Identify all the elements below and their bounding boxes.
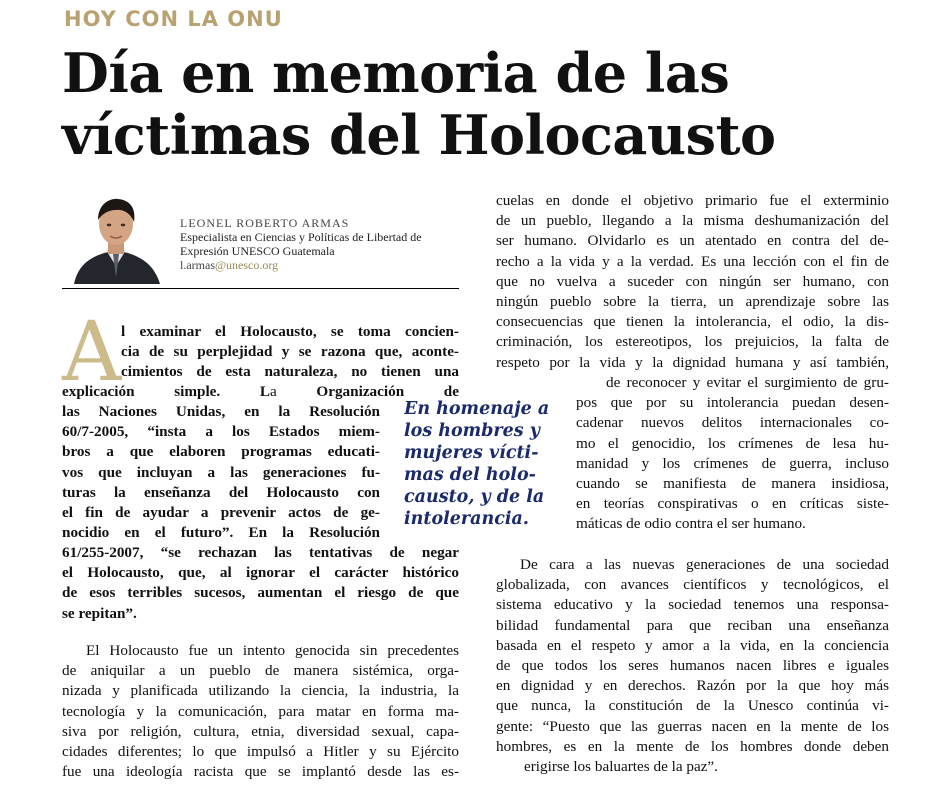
lead-paragraph-narrow <box>62 402 380 543</box>
lead-line: 60/7-2005, “insta a los Estados miem- <box>62 423 380 441</box>
body-line: respeto por la vida y la dignidad humana y así también, <box>496 353 889 371</box>
pull-quote-line: intolerancia. <box>404 509 529 529</box>
author-email[interactable] <box>180 258 465 272</box>
body-line: fue una ideología racista que se implantó desde las es- <box>62 763 459 781</box>
pull-quote-line: mujeres vícti- <box>404 443 539 463</box>
headline-line-1: Día en memoria de las <box>62 41 730 105</box>
body-line: tecnología y la comunicación, para matar en forma ma- <box>62 702 459 720</box>
pull-quote-line: los hombres y <box>404 421 540 441</box>
lead-line: bros a que elaboren programas educati- <box>62 443 380 461</box>
body-line: ser humano. Olvidarlo es un atentado en contra del de- <box>496 232 889 250</box>
body-line: de un pueblo, llegando a la misma deshumanización del <box>496 212 889 230</box>
body-line: sistema educativo y la sociedad tenemos una responsa- <box>496 596 889 614</box>
lead-line-part: Organización de <box>316 383 459 400</box>
right-column-top <box>496 191 889 373</box>
body-line: hombres, es en la mente de los hombres donde deben <box>496 737 889 755</box>
author-email-domain: @unesco.org <box>215 258 279 272</box>
author-name: LEONEL ROBERTO ARMAS <box>180 216 350 230</box>
lead-line: l examinar el Holocausto, se toma concien- <box>121 323 459 340</box>
body-line: criminación, los estereotipos, los prejuicios, la falta de <box>496 333 889 351</box>
author-photo <box>68 192 164 284</box>
lead-line: se repitan”. <box>62 604 137 622</box>
body-line: De cara a las nuevas generaciones de una sociedad <box>520 556 889 573</box>
lead-line: vos que incluyan a las generaciones fu- <box>62 463 380 481</box>
author-byline <box>62 188 459 289</box>
lead-line-part: explicación simple. L <box>62 383 270 400</box>
author-title-line-1: Especialista en Ciencias y Políticas de Libertad de <box>180 230 422 244</box>
pull-quote-line: mas del holo- <box>404 465 536 485</box>
body-line: máticas de odio contra el ser humano. <box>576 515 806 533</box>
body-line: en teorías conspirativas o en críticas siste- <box>576 495 889 513</box>
body-line: basada en el respeto y amor a la vida, en la conciencia <box>496 636 889 654</box>
lead-paragraph-full <box>62 382 459 402</box>
body-line: cuando se manifiesta de manera insidiosa, <box>576 475 889 493</box>
pull-quote <box>404 398 554 530</box>
right-column-narrow <box>576 373 889 535</box>
author-portrait-icon <box>68 192 164 284</box>
body-line: siva por religión, cultura, etnia, diversidad sexual, capa- <box>62 722 459 740</box>
lead-line: 61/255-2007, “se rechazan las tentativas de negar <box>62 544 459 561</box>
body-line: cidades diferentes; lo que impulsó a Hitler y su Ejército <box>62 743 459 761</box>
body-line: ningún pueblo sobre la tierra, un aprendizaje sobre las <box>496 293 889 311</box>
body-line: en dignidad y en derechos. Razón por la que hoy más <box>496 677 889 695</box>
body-line: de reconocer y evitar el surgimiento de gru- <box>606 374 889 391</box>
lead-line: el Holocausto, que, al ignorar el carácter histórico <box>62 564 459 582</box>
author-title-line-2: Expresión UNESCO Guatemala <box>180 244 335 258</box>
headline <box>62 42 942 166</box>
lead-paragraph-top <box>121 322 459 383</box>
body-line: de aniquilar a un pueblo de manera sistémica, orga- <box>62 662 459 680</box>
paragraph-2 <box>62 641 459 782</box>
lead-paragraph-bottom <box>62 543 459 624</box>
drop-cap: A <box>62 305 122 400</box>
body-line: manidad y los crímenes de guerra, incluso <box>576 454 889 472</box>
right-column-paragraph-2 <box>496 555 889 777</box>
author-info <box>180 216 465 272</box>
body-line: globalizada, con avances científicos y tecnológicos, el <box>496 576 889 594</box>
lead-line: cia de su perplejidad y se razona que, aconte- <box>121 343 459 361</box>
body-line: nizada y planificada utilizando la ciencia, la industria, la <box>62 682 459 700</box>
body-line: de que todos los seres humanos nacen libres e iguales <box>496 657 889 675</box>
pull-quote-line: En homenaje a <box>404 399 550 419</box>
lead-line: turas la enseñanza del Holocausto con <box>62 483 380 501</box>
pull-quote-line: causto, y de la <box>404 487 545 507</box>
lead-line <box>62 382 459 402</box>
lead-line: las Naciones Unidas, en la Resolución <box>62 403 380 420</box>
body-line: gente: “Puesto que las guerras nacen en la mente de los <box>496 717 889 735</box>
body-line: El Holocausto fue un intento genocida sin precedentes <box>86 642 459 659</box>
body-line: cuelas en donde el objetivo primario fue el exterminio <box>496 192 889 209</box>
lead-line: cimientos de esta naturaleza, no tienen una <box>121 363 459 381</box>
body-line: consecuencias que tienen la intolerancia, el odio, la dis- <box>496 313 889 331</box>
body-line: mo el genocidio, los crímenes de lesa hu- <box>576 434 889 452</box>
lead-line-part: a <box>270 383 317 400</box>
body-line: que nunca, la constitución de la Unesco continúa vi- <box>496 697 889 715</box>
section-label: HOY CON LA ONU <box>64 7 283 31</box>
body-line: bilidad fundamental para que reciban una enseñanza <box>496 616 889 634</box>
lead-line: el fin de ayudar a prevenir actos de ge- <box>62 504 380 522</box>
body-line: que no vuelva a suceder con ningún ser humano, con <box>496 272 889 290</box>
lead-line: nocidio en el futuro”. En la Resolución <box>62 524 380 542</box>
author-email-user: l.armas <box>180 258 215 272</box>
body-line: cadenar nuevos delitos internacionales co- <box>576 414 889 432</box>
lead-line: de esos terribles sucesos, aumentan el riesgo de que <box>62 584 459 602</box>
body-line: pos que por su intolerancia puedan desen- <box>576 394 889 412</box>
body-line: recho a la vida y a la verdad. Es una lección con el fin de <box>496 252 889 270</box>
headline-line-2: víctimas del Holocausto <box>62 103 776 167</box>
body-line: erigirse los baluartes de la paz”. <box>524 758 718 776</box>
